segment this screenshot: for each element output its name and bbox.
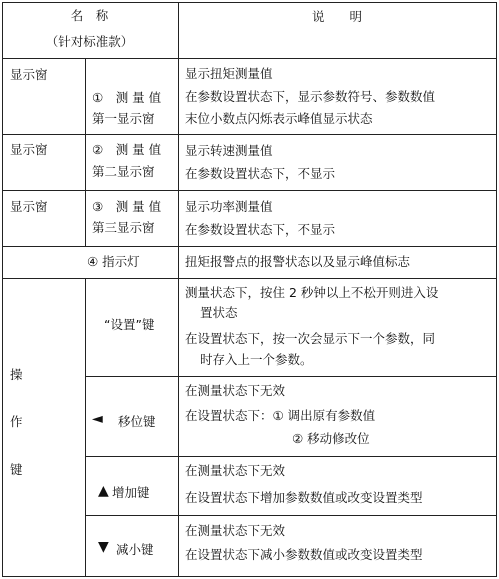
row4-desc-1: 扭矩报警点的报警状态以及显示峰值标志 — [185, 254, 411, 269]
row-rule-1 — [2, 134, 497, 135]
header-name-sub: （针对标准款） — [45, 34, 134, 49]
left-arrow-icon: ◄ — [92, 411, 103, 427]
row2-desc-1: 显示转速测量值 — [185, 143, 273, 158]
row1-group: 显示窗 — [10, 67, 48, 82]
row1-desc-3: 末位小数点闪烁表示峰值显示状态 — [185, 111, 373, 126]
increase-key-label: 增加键 — [112, 485, 150, 500]
increase-key-desc-1: 在测量状态下无效 — [185, 463, 286, 478]
shift-key-desc-1: 在测量状态下无效 — [185, 383, 286, 398]
row3-item-line2: 第三显示窗 — [92, 220, 155, 235]
row-rule-header — [2, 58, 497, 59]
row2-desc-2: 在参数设置状态下，不显示 — [185, 166, 336, 181]
set-key-desc-3: 在设置状态下，按一次会显示下一个参数，同 — [185, 331, 436, 346]
decrease-key-label: 减小键 — [116, 542, 154, 557]
set-key-desc-1: 测量状态下，按住 2 秒钟以上不松开则进入设 — [185, 285, 439, 300]
row-rule-3 — [2, 246, 497, 247]
row-rule-5 — [85, 376, 497, 377]
row1-item-line2: 第一显示窗 — [92, 111, 155, 126]
row-rule-7 — [85, 515, 497, 516]
operation-group-char-1: 操 — [10, 367, 23, 382]
row3-desc-1: 显示功率测量值 — [185, 199, 273, 214]
operation-group-char-3: 键 — [10, 462, 23, 477]
row1-desc-1: 显示扭矩测量值 — [185, 66, 273, 81]
row1-item-line1: ① 测 量 值 — [92, 90, 162, 105]
up-triangle-icon: ▲ — [98, 483, 109, 499]
down-triangle-icon: ▼ — [98, 539, 109, 555]
row-rule-6 — [85, 456, 497, 457]
row1-desc-2: 在参数设置状态下，显示参数符号、参数数值 — [185, 89, 436, 104]
row2-group: 显示窗 — [10, 142, 48, 157]
set-key-desc-2: 置状态 — [200, 305, 238, 320]
row-rule-4 — [2, 278, 497, 279]
column-divider-keys — [85, 278, 86, 577]
decrease-key-desc-2: 在设置状态下减小参数数值或改变设置类型 — [185, 547, 423, 562]
operation-group-char-2: 作 — [10, 414, 23, 429]
table-border-left — [2, 2, 3, 577]
row2-item-line1: ② 测 量 值 — [92, 142, 162, 157]
increase-key-desc-2: 在设置状态下增加参数数值或改变设置类型 — [185, 490, 423, 505]
table-border-top — [2, 2, 497, 3]
row4-item: ④ 指示灯 — [87, 254, 140, 269]
row3-group: 显示窗 — [10, 199, 48, 214]
row-rule-2 — [2, 190, 497, 191]
table-border-bottom — [2, 576, 497, 577]
shift-key-desc-3: ② 移动修改位 — [292, 431, 370, 446]
row2-item-line2: 第二显示窗 — [92, 164, 155, 179]
decrease-key-desc-1: 在测量状态下无效 — [185, 523, 286, 538]
set-key-label: “设置”键 — [104, 317, 155, 332]
row3-desc-2: 在参数设置状态下，不显示 — [185, 222, 336, 237]
shift-key-desc-2: 在设置状态下：① 调出原有参数值 — [185, 408, 376, 423]
shift-key-label: 移位键 — [118, 414, 156, 429]
column-divider-main — [178, 2, 179, 577]
header-name: 名 称 — [70, 8, 109, 23]
table-border-right — [496, 2, 497, 577]
row3-item-line1: ③ 测 量 值 — [92, 199, 162, 214]
header-description: 说 明 — [311, 9, 362, 24]
set-key-desc-4: 时存入上一个参数。 — [200, 352, 313, 367]
column-divider-display — [85, 58, 86, 246]
